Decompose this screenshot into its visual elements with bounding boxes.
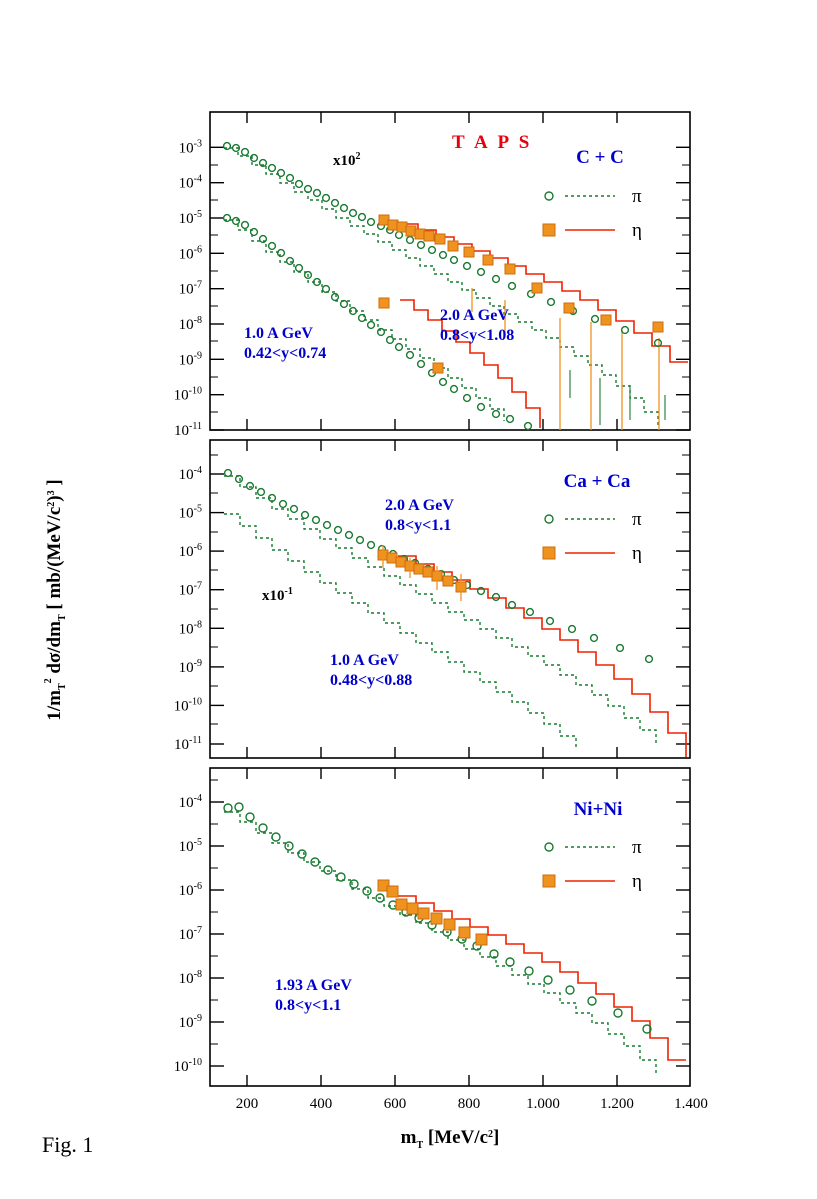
panel-caca-energy-lower-line1: 1.0 A GeV (330, 652, 399, 669)
panel-nini-legend (543, 837, 642, 892)
panel-nini-eta-points (378, 880, 487, 945)
panel-nini-xaxis (247, 768, 617, 1086)
panel-nini-legend-pion-label: π (632, 837, 642, 858)
panel-caca-scale-annotation: $x10^{-1}$ (262, 586, 293, 604)
xtick-1000: 1.000 (526, 1096, 560, 1112)
panel-caca-ytick-5: $10^{-6}$ (178, 542, 202, 561)
panel-cc-eta-points-upper (379, 215, 663, 332)
panel-caca-ytick-6: $10^{-5}$ (178, 503, 202, 522)
panel-caca-energy-lower-line2: 0.48<y<0.88 (330, 672, 413, 689)
panel-cc-eta-points-lower (379, 298, 443, 373)
panel-cc-ytick-0: $10^{-11}$ (174, 421, 202, 439)
panel-cc-legend-eta-label: η (632, 220, 642, 241)
panel-cc-system-title: C + C (576, 147, 624, 168)
panel-nini-ytick-0: $10^{-10}$ (173, 1057, 202, 1075)
panel-cc-xaxis (247, 112, 617, 430)
panel-caca-system-title: Ca + Ca (563, 471, 631, 492)
xaxis-tick-labels (236, 1096, 708, 1112)
panel-cc-energy-lower-line2: 0.42<y<0.74 (244, 345, 327, 362)
panel-caca-eta-points (378, 550, 466, 592)
panel-caca-ytick-2: $10^{-9}$ (178, 657, 202, 676)
panel-nini-system-title: Ni+Ni (573, 799, 623, 820)
panel-cc-ytick-2: $10^{-9}$ (178, 350, 202, 369)
panel-caca (174, 440, 690, 758)
panel-cc-ytick-7: $10^{-4}$ (178, 173, 202, 192)
panel-cc-ytick-5: $10^{-6}$ (178, 244, 202, 263)
panel-cc-scale-annotation: $x10^2$ (333, 151, 361, 169)
taps-label: T A P S (452, 132, 533, 153)
panel-cc-energy-upper-line1: 2.0 A GeV (440, 307, 509, 324)
panel-nini-ytick-5: $10^{-5}$ (178, 837, 202, 855)
panel-nini-yaxis (174, 780, 690, 1075)
panel-nini-pion-hist (224, 812, 656, 1075)
panel-cc-pion-hist-upper (224, 148, 658, 428)
panel-cc-legend (543, 186, 642, 241)
panel-cc-energy-upper-line2: 0.8<y<1.08 (440, 327, 515, 344)
xtick-800: 800 (457, 1096, 481, 1112)
panel-caca-pion-hist-lower (224, 514, 576, 750)
panel-caca-energy-upper-line2: 0.8<y<1.1 (385, 517, 452, 534)
panel-caca-ytick-7: $10^{-4}$ (178, 465, 202, 483)
panel-cc-ytick-1: $10^{-10}$ (173, 385, 202, 404)
panel-nini-ytick-4: $10^{-6}$ (178, 881, 202, 899)
panel-caca-energy-upper-line1: 2.0 A GeV (385, 497, 454, 514)
y-axis-title: $1/m_T^2$ $d\sigma/dm_T$ [ $mb/(MeV/c^2)^3$ ] (43, 479, 68, 721)
panel-cc-ytick-8: $10^{-3}$ (178, 138, 202, 157)
panel-nini-energy-line2: 0.8<y<1.1 (275, 997, 342, 1014)
panel-cc-yaxis (174, 138, 690, 439)
panel-nini-ytick-3: $10^{-7}$ (178, 925, 202, 943)
panel-cc (174, 112, 690, 439)
x-axis-title: $m_T$ $[MeV/c^2]$ (400, 1127, 500, 1151)
panel-cc-ytick-3: $10^{-8}$ (178, 315, 202, 333)
figure-caption: Fig. 1 (42, 1132, 94, 1157)
panel-caca-ytick-3: $10^{-8}$ (178, 619, 202, 638)
panel-cc-ytick-6: $10^{-5}$ (178, 209, 202, 227)
xtick-200: 200 (235, 1096, 259, 1112)
panel-cc-legend-pion-label: π (632, 186, 642, 207)
xtick-1400: 1.400 (674, 1096, 708, 1112)
panel-nini-energy-line1: 1.93 A GeV (275, 977, 352, 994)
panel-caca-legend-pion-label: π (632, 509, 642, 530)
panel-caca-ytick-4: $10^{-7}$ (178, 580, 202, 599)
panel-cc-pion-errorbars (570, 370, 665, 425)
panel-nini-ytick-1: $10^{-9}$ (178, 1013, 202, 1031)
panel-caca-ytick-0: $10^{-11}$ (174, 735, 202, 753)
panel-nini-legend-eta-label: η (632, 871, 642, 892)
panel-caca-legend-eta-label: η (632, 543, 642, 564)
panel-cc-energy-lower-line1: 1.0 A GeV (244, 325, 313, 342)
xtick-1200: 1.200 (600, 1096, 634, 1112)
panel-caca-ytick-1: $10^{-10}$ (173, 696, 202, 715)
panel-nini (174, 768, 690, 1086)
xtick-600: 600 (383, 1096, 407, 1112)
panel-nini-ytick-2: $10^{-8}$ (178, 969, 202, 987)
panel-nini-ytick-6: $10^{-4}$ (178, 793, 202, 811)
panel-cc-ytick-4: $10^{-7}$ (178, 279, 202, 298)
panel-caca-legend (543, 509, 642, 564)
xtick-400: 400 (309, 1096, 333, 1112)
